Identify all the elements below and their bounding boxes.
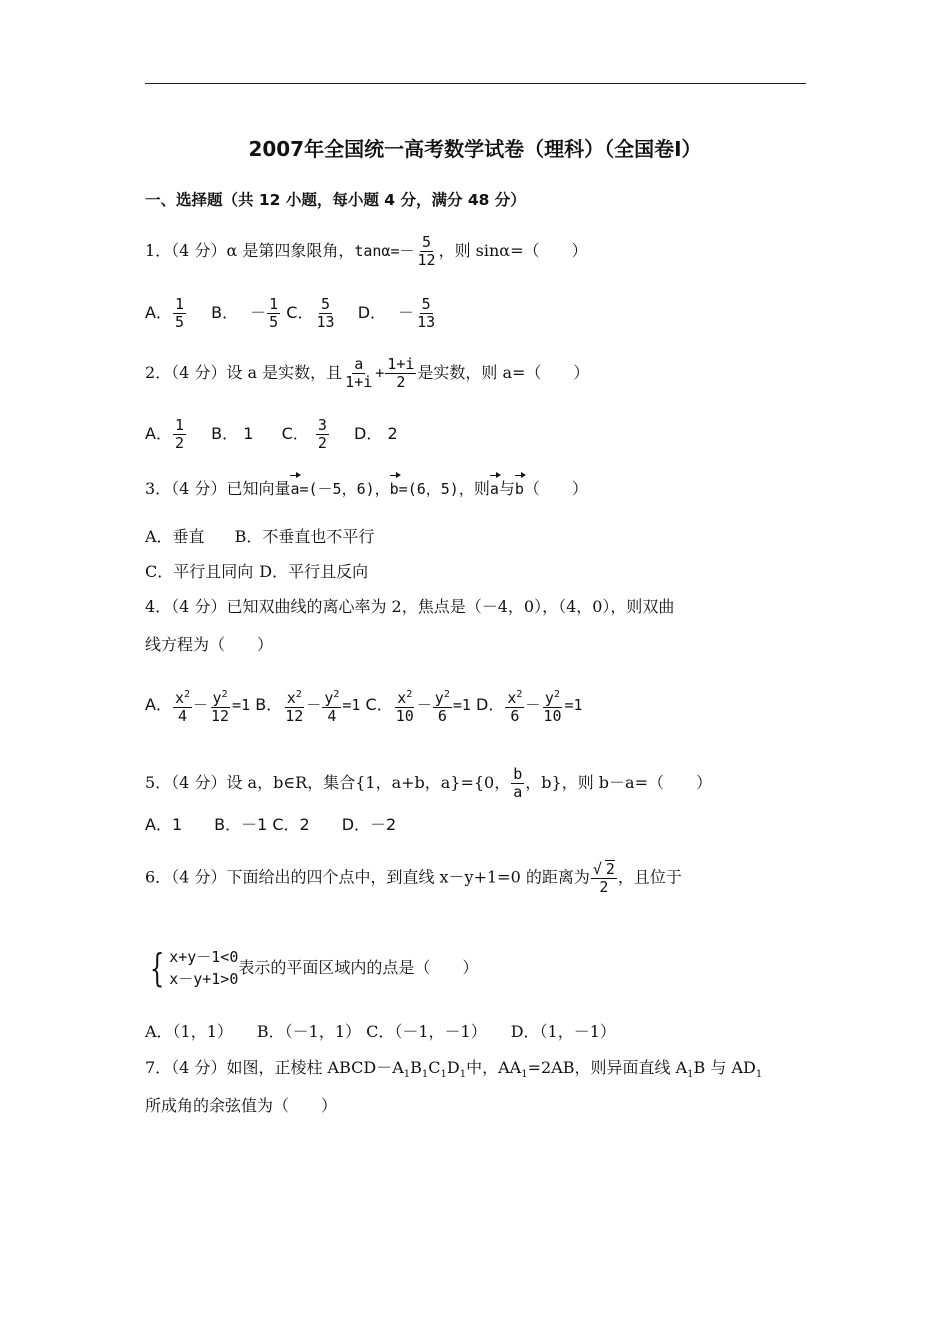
q1-option-b[interactable]: B． － $\frac{1}{5}$ xyxy=(211,295,279,331)
q4-line-1: 4．（4 分）已知双曲线的离心率为 2，焦点是（－4，0），（4，0），则双曲 xyxy=(145,597,675,616)
q1-options xyxy=(145,296,438,331)
q3-option-a[interactable]: A．垂直 xyxy=(145,527,205,546)
q2-option-c[interactable]: C． $\frac{3}{2}$ xyxy=(281,416,327,452)
q4-option-d[interactable]: D． $\frac{x^2}{6}$ － $\frac{y^2}{10}$ =1 xyxy=(476,695,583,714)
q3-vector-a-2: a xyxy=(489,480,499,498)
q1-fraction: $\frac{5}{12}$ xyxy=(417,233,436,269)
q6-system-line xyxy=(145,946,478,990)
section-heading: 一、选择题（共 12 小题，每小题 4 分，满分 48 分） xyxy=(145,191,526,209)
q3-vector-b: b xyxy=(389,480,399,498)
q5-stem-b: ，b}，则 b－a=（ ） xyxy=(525,773,712,792)
q3-option-d[interactable]: D．平行且反向 xyxy=(259,562,369,581)
q2-option-a[interactable]: A． $\frac{1}{2}$ xyxy=(145,416,184,452)
q1-stem-a: 1．（4 分）α 是第四象限角， xyxy=(145,241,355,260)
question-1 xyxy=(145,234,588,269)
question-2 xyxy=(145,356,589,391)
q6-fraction: $\frac{√ 2}{2}$ xyxy=(592,860,615,896)
question-7: 7．（4 分）如图，正棱柱 $ABCD-A_1B_1C_1D_1$中，$AA_1=2AB$，则异面直线 $A_1B$ 与 $AD_1$ xyxy=(145,1058,763,1081)
q5-options[interactable]: A．1 B．－1 C．2 D．－2 xyxy=(145,815,397,834)
q3-vector-b-2: b xyxy=(514,480,524,498)
q2-option-b[interactable]: B． 1 xyxy=(211,424,254,443)
q6-stem-b: ，且位于 xyxy=(617,867,682,887)
q3-option-b[interactable]: B．不垂直也不平行 xyxy=(234,527,375,546)
q4-line-2: 线方程为（ ） xyxy=(145,635,274,654)
q2-option-d[interactable]: D． 2 xyxy=(354,424,398,443)
q3-options-row-1 xyxy=(145,526,374,548)
q3-option-c[interactable]: C．平行且同向 xyxy=(145,562,254,581)
q4-option-a[interactable]: A． $\frac{x^2}{4}$ － $\frac{y^2}{12}$ =1 xyxy=(145,695,250,714)
q1-option-c[interactable]: C． $\frac{5}{13}$ xyxy=(286,295,335,331)
q1-option-d[interactable]: D． － $\frac{5}{13}$ xyxy=(357,295,436,331)
question-5 xyxy=(145,766,712,801)
q6-stem-c: 表示的平面区域内的点是（ ） xyxy=(238,958,479,977)
q6-options[interactable]: A．（1，1） B．（－1，1） C．（－1，－1） D．（1，－1） xyxy=(145,1022,616,1041)
q3-end: （ ） xyxy=(523,479,588,498)
q3-with: 与 xyxy=(498,479,515,498)
q2-fraction-1: $\frac{a}{1+i}$ xyxy=(345,355,373,391)
q2-fraction-2: $\frac{1+i}{2}$ xyxy=(387,355,415,391)
q3-a-value: =(－5，6)， xyxy=(299,480,390,498)
page-title: 2007年全国统一高考数学试卷（理科）（全国卷Ⅰ） xyxy=(248,137,702,161)
q2-stem-a: 2．（4 分）设 a 是实数，且 xyxy=(145,363,343,382)
q3-then: 则 xyxy=(473,479,490,498)
header-rule xyxy=(145,83,806,84)
q4-option-b[interactable]: B． $\frac{x^2}{12}$ － $\frac{y^2}{4}$ =1 xyxy=(255,695,360,714)
q4-options xyxy=(145,686,583,725)
q3-options-row-2 xyxy=(145,561,368,583)
q3-vector-a: a xyxy=(290,480,300,498)
q6-stem-a: 6．（4 分）下面给出的四个点中，到直线 x－y+1=0 的距离为 xyxy=(145,867,590,887)
q3-stem-a: 3．（4 分）已知向量 xyxy=(145,479,291,498)
q7-line-2: 所成角的余弦值为（ ） xyxy=(145,1096,338,1115)
q6-inequality-system: { x+y－1<0 x－y+1>0 xyxy=(149,946,239,990)
q2-options xyxy=(145,417,398,452)
q2-plus: + xyxy=(375,364,385,382)
q5-fraction: $\frac{b}{a}$ xyxy=(513,765,523,801)
q2-stem-b: 是实数，则 a=（ ） xyxy=(417,363,590,382)
q1-option-a[interactable]: A． $\frac{1}{5}$ xyxy=(145,295,184,331)
q5-stem-a: 5．（4 分）设 a，b∈R，集合{1，a+b，a}={0， xyxy=(145,773,511,792)
q1-tan: tanα=－ xyxy=(354,242,415,260)
q1-stem-b: ，则 sinα=（ ） xyxy=(438,241,588,260)
question-6 xyxy=(145,860,682,896)
question-3 xyxy=(145,478,588,500)
q3-b-value: =(6，5)， xyxy=(398,480,474,498)
q4-option-c[interactable]: C． $\frac{x^2}{10}$ － $\frac{y^2}{6}$ =1 xyxy=(366,695,471,714)
